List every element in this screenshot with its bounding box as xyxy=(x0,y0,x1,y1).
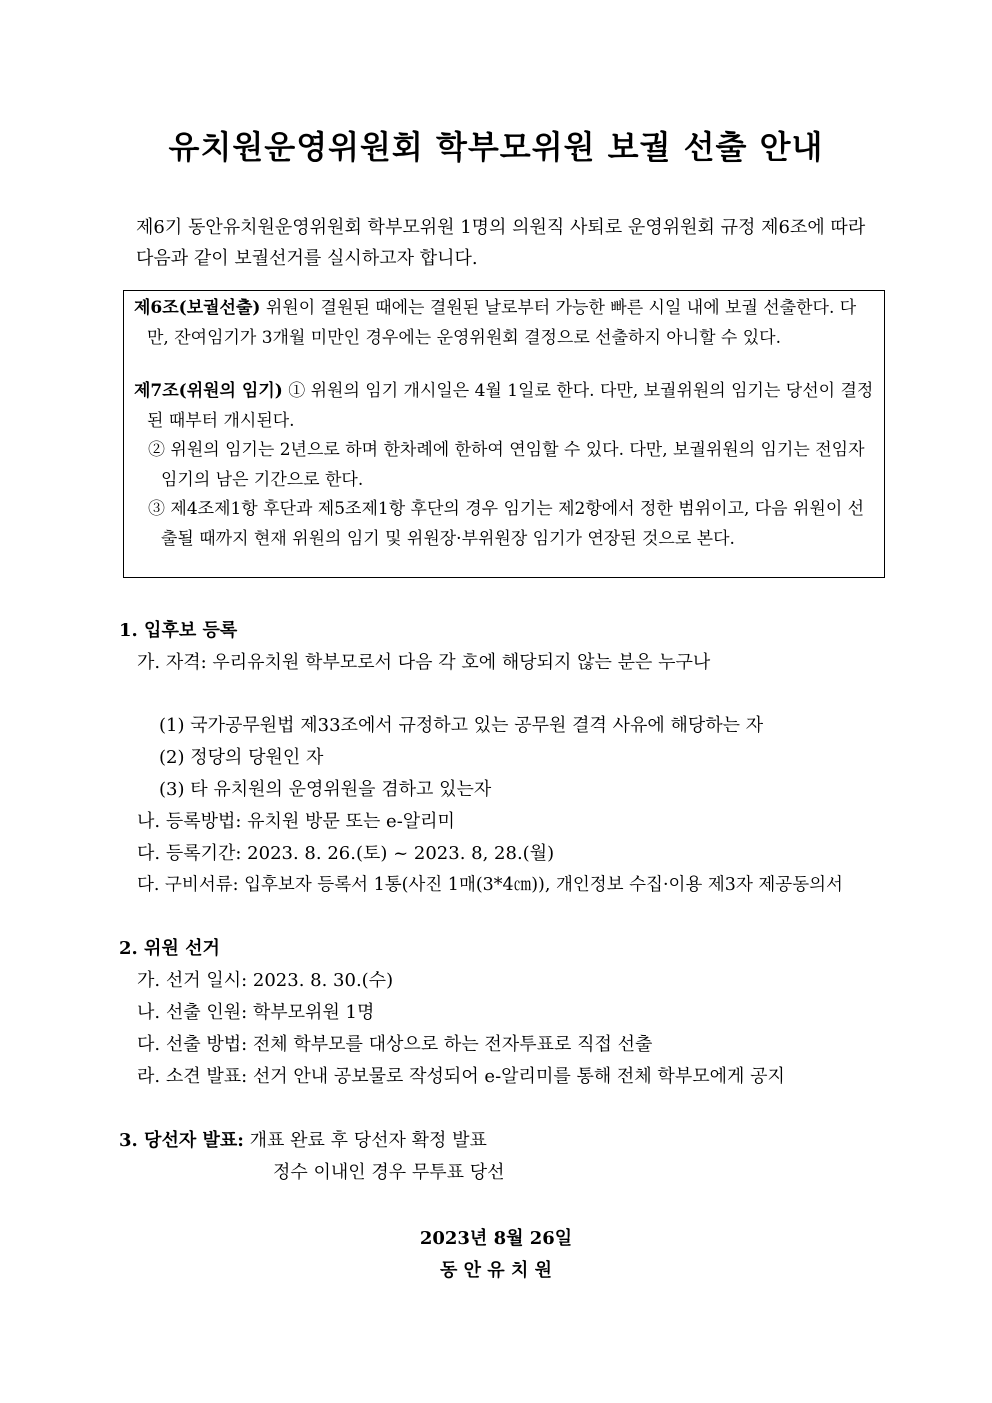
disqualification-item-3: (3) 타 유치원의 운영위원을 겸하고 있는자 xyxy=(159,779,492,800)
page-title: 유치원운영위원회 학부모위원 보궐 선출 안내 xyxy=(168,128,824,166)
registration-period: 다. 등록기간: 2023. 8. 26.(토) ~ 2023. 8, 28.(월) xyxy=(137,843,555,864)
article-6-heading: 제6조(보궐선출) xyxy=(134,298,261,318)
intro-paragraph: 제6기 동안유치원운영위원회 학부모위원 1명의 의원직 사퇴로 운영위원회 규정 제6조에 따라 다음과 같이 보궐선거를 실시하고자 합니다. xyxy=(136,217,866,269)
article-7-clause-2: ② 위원의 임기는 2년으로 하며 한차례에 한하여 연임할 수 있다. 다만, 보궐위원의 임기는 전임자 임기의 남은 기간으로 한다. xyxy=(148,440,865,490)
section-3-line-1: 개표 완료 후 당선자 확정 발표 xyxy=(243,1130,487,1151)
article-7-heading: 제7조(위원의 임기) xyxy=(134,381,283,401)
rules-box xyxy=(123,290,885,578)
required-documents: 다. 구비서류: 입후보자 등록서 1통(사진 1매(3*4㎝)), 개인정보 수집·이용 제3자 제공동의서 xyxy=(137,875,843,895)
article-7-clause-1: ① 위원의 임기 개시일은 4월 1일로 한다. 다만, 보궐위원의 임기는 당선이 결정된 때부터 개시된다. xyxy=(147,381,874,431)
qualification-line: 가. 자격: 우리유치원 학부모로서 다음 각 호에 해당되지 않는 분은 누구나 xyxy=(137,652,711,673)
footer-organization: 동 안 유 치 원 xyxy=(439,1260,552,1281)
section-1-heading: 1. 입후보 등록 xyxy=(119,620,238,641)
article-6 xyxy=(134,294,877,353)
election-date: 가. 선거 일시: 2023. 8. 30.(수) xyxy=(137,970,394,991)
article-6-text: 위원이 결원된 때에는 결원된 날로부터 가능한 빠른 시일 내에 보궐 선출한다. 다만, 잔여임기가 3개월 미만인 경우에는 운영위원회 결정으로 선출하지 아니할 수 있다. xyxy=(147,298,857,348)
section-3-heading: 3. 당선자 발표: xyxy=(119,1130,244,1151)
disqualification-item-1: (1) 국가공무원법 제33조에서 규정하고 있는 공무원 결격 사유에 해당하는 자 xyxy=(159,715,764,736)
article-7-clause-3: ③ 제4조제1항 후단과 제5조제1항 후단의 경우 임기는 제2항에서 정한 범위이고, 다음 위원이 선출될 때까지 현재 위원의 임기 및 위원장·부위원장 임기가 연장된 것으로 본다. xyxy=(148,499,865,549)
article-7 xyxy=(134,377,877,436)
section-3-line-2: 정수 이내인 경우 무투표 당선 xyxy=(273,1162,505,1183)
section-2-heading: 2. 위원 선거 xyxy=(119,938,220,959)
disqualification-item-2: (2) 정당의 당원인 자 xyxy=(159,747,324,768)
election-method: 다. 선출 방법: 전체 학부모를 대상으로 하는 전자투표로 직접 선출 xyxy=(137,1034,653,1055)
registration-method: 나. 등록방법: 유치원 방문 또는 e-알리미 xyxy=(137,811,455,832)
election-count: 나. 선출 인원: 학부모위원 1명 xyxy=(137,1002,375,1023)
section-3 xyxy=(119,1126,487,1152)
footer-date: 2023년 8월 26일 xyxy=(419,1228,573,1249)
election-statement: 라. 소견 발표: 선거 안내 공보물로 작성되어 e-알리미를 통해 전체 학부모에게 공지 xyxy=(137,1066,785,1087)
